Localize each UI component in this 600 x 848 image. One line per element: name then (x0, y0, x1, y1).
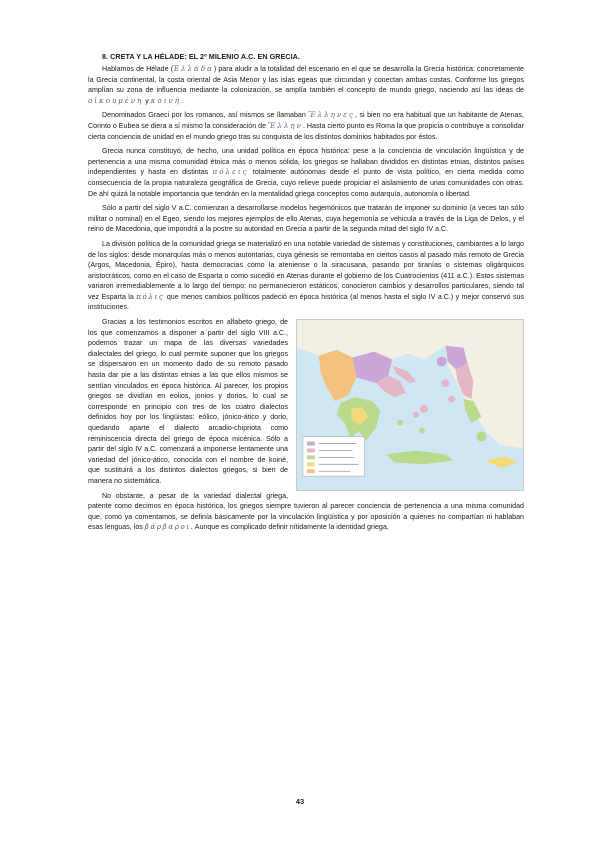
text: y (143, 96, 151, 105)
greek-term: πόλις (136, 291, 165, 301)
naxos-island (420, 405, 428, 413)
text: Denominados Graeci por los romanos, así mismos se llamaban (102, 111, 309, 120)
legend-swatch-aeolic (307, 442, 315, 446)
greek-term: οἰκουμένη (88, 95, 144, 105)
text: Grecia nunca constituyó, de hecho, una unidad política en época histórica: pese a la conciencia de vinculación lingüística y de pertenencia a una misma comunidad étnica más o menos sólida, los griegos se hallaban divididos en distintas etnias, distintos países independientes y hasta en distintas (88, 147, 524, 177)
dialect-map-graphic (297, 320, 523, 490)
greek-term: βάρβαροι (144, 522, 191, 532)
text: que menos cambios políticos padeció en época histórica (al menos hasta el siglo IV a.C.) y mejor conservó sus instituciones. (88, 292, 524, 312)
samos-island (448, 396, 455, 403)
greek-term: Ἕλληνες (308, 110, 355, 120)
greek-dialects-map (296, 319, 524, 491)
document-page (88, 52, 524, 537)
lesbos-island (437, 357, 447, 367)
text: La división política de la comunidad griega se materializó en una notable variedad de sistemas y constituciones, cambiantes a lo largo de los siglos: desde monarquías más o menos autoritarias, cuya génesis se remontaba en ciertos casos al pasado más remoto de Grecia (Argos, Macedonia, Épiro), hasta democracias como la ateniense o la siracusana, pasando por tiranías o sistemas oligárquicos aristocráticos, como en el caso de Esparta o como sucedió en Atenas durante el gobierno de los Cuatrocientos (411 a.C.). Estos sistemas variaron irremediablemente a lo largo del tiempo: no permanecieron estáticos, conocieron cambios y desarrollos particulares, siendo tal vez Esparta la (88, 239, 524, 301)
legend-swatch-northwest (307, 469, 315, 473)
paragraph-helade (88, 64, 524, 106)
section-heading: 8. CRETA Y LA HÉLADE: EL 2º MILENIO A.C. EN GRECIA. (102, 52, 300, 61)
greek-term: Ἕλλην (268, 120, 303, 130)
greek-term: πόλεις (212, 167, 249, 177)
text: . Hasta cierto punto es Roma la que propicia o contribuye a consolidar cierta conciencia de unidad en el mundo griego tras su conquista de los distintos dominios habitados por éstos. (88, 121, 524, 141)
page-number: 43 (295, 797, 305, 806)
legend-swatch-arcado-cypriot (307, 462, 315, 466)
paros-island (413, 412, 419, 418)
text: . (181, 96, 184, 105)
paragraph-division-politica (88, 239, 524, 313)
melos-island (397, 420, 403, 426)
greek-term: κοινή (150, 95, 182, 105)
text: ) para aludir a la totalidad del escenario en el que se desarrolla la Grecia histórica: concretamente la Grecia continental, la costa oriental de Asia Menor y las islas egeas que circundan y conectan ambas costas. Conforme los griegos amplían su zona de influencia mediante la colonización, se amplía también el concepto de mundo griego, naciendo así las ideas de (88, 65, 524, 95)
paragraph-barbaroi (88, 491, 524, 533)
text: Hablamos de Hélade ( (102, 65, 174, 73)
paragraph-graeci (88, 110, 524, 142)
rhodes-island (476, 432, 486, 442)
greek-term: Ἑλλάδα (173, 64, 214, 73)
paragraph-dialectos: Gracias a los testimonios escritos en alfabeto griego, de los que comenzamos a disponer a partir del siglo VIII a.C., podemos trazar un mapa de las diversas variedades dialectales del griego, lo cual permite suponer que los griegos se dispersaron en un momento dado de su remoto pasado hasta dar pie a las distintas etnias a las que ellos mismos se sentían vinculados en época histórica. Al parecer, los propios griegos se dividían en eolios, jonios y dorios, lo cual se corresponde en principio con tres de los cuatro dialectos definidos hoy por los lingüistas: eólico, jónico-ático y dorio, quedando aparte el dialecto arcadio-chipriota como reminiscencia directa del griego de época micénica. Sólo a partir del siglo IV a.C. comenzará a imponerse lentamente una variedad del jónico-ático, conocida con el nombre de koiné, que sustituirá a los distintos dialectos griegos, si bien de manera no sistemática. (88, 318, 288, 485)
text: , si bien no era habitual que un habitante de Atenas, Corinto o Eubea se diera a sí mismo la consideración de (88, 111, 524, 130)
thera-island (419, 428, 425, 434)
text: No obstante, a pesar de la variedad dialectal griega, patente como decimos en época histórica, los griegos siempre tuvieron al parecer conciencia de pertenencia a una misma comunidad que, como ya comentamos, se definía básicamente por la vinculación lingüística y por oposición a quienes no compartían ni hablaban esas lenguas, los (88, 491, 524, 532)
legend-swatch-ionic (307, 449, 315, 453)
paragraph-unidad-politica (88, 146, 524, 199)
paragraph-hegemonia: Sólo a partir del siglo V a.C. comienzan a desarrollarse modelos hegemónicos que tratarán de imponer su dominio (a veces tan sólo militar o nominal) en el Egeo, siendo los mejores ejemplos de ello Atenas, cuya hegemonía se vehicula a través de la Liga de Delos, y el reino de Macedonia, que impondrá a la postre su autoridad en Grecia a partir de la segunda mitad del siglo IV a.C. (88, 204, 524, 234)
text: totalmente autónomas desde el punto de vista político, en cierta medida como consecuencia de la propia naturaleza geográfica de Grecia, cuyo relieve puede propiciar el aislamiento de unas comunidades con otras. De ahí quizá la notable importancia que tendrán en la mentalidad griega conceptos como autarquía, autonomía o libertad. (88, 168, 524, 198)
chios-island (442, 379, 450, 387)
legend-swatch-doric (307, 455, 315, 459)
text: . Aunque es complicado definir nítidamente la identidad griega, (190, 523, 389, 532)
